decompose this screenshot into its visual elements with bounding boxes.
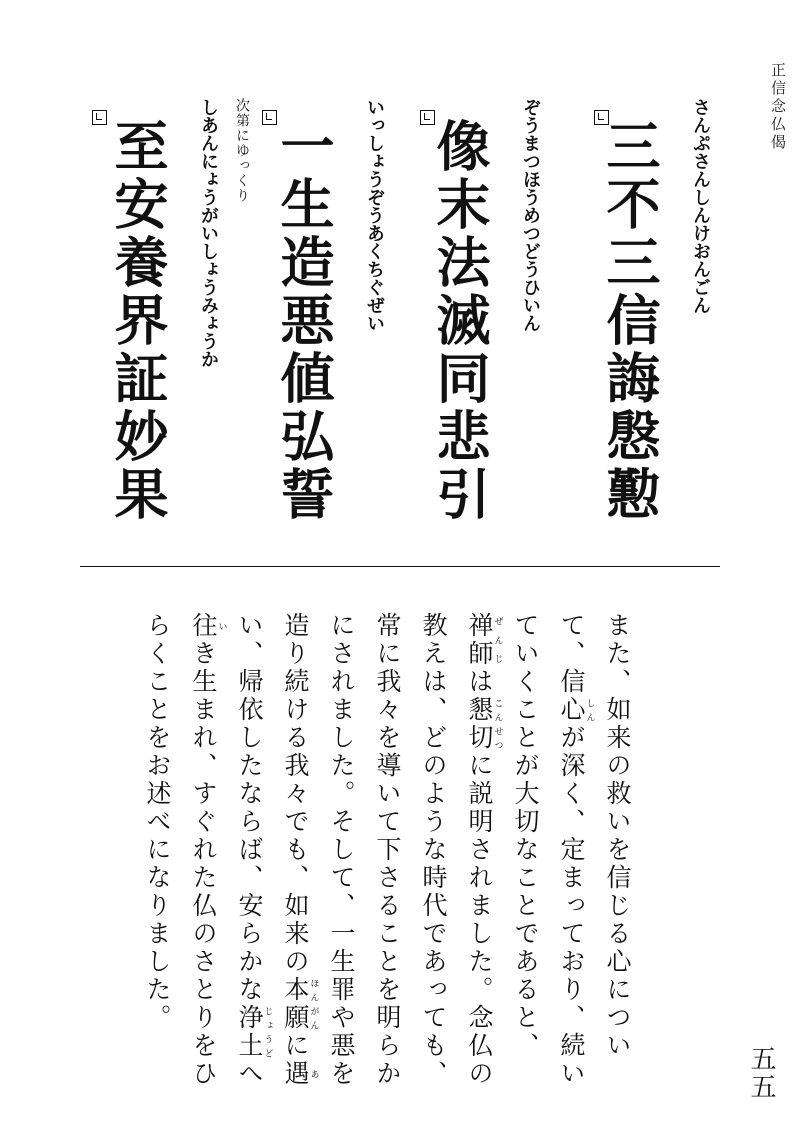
furigana-shin <box>557 696 595 724</box>
furigana-hongan <box>281 976 319 1032</box>
ruby-reading: じょうど <box>262 1004 273 1060</box>
ruby-reading: い <box>216 612 227 640</box>
verse-line-4 <box>104 98 224 538</box>
commentary-run: き生まれ、すぐれた仏のさとりをひらくことをお述べになりました。 <box>143 612 218 1088</box>
furigana-zenji <box>465 612 503 668</box>
commentary-run: は <box>465 668 494 696</box>
verse-text: 一生造悪値弘誓 <box>272 118 335 524</box>
ruby-reading: ぜんじ <box>492 612 503 668</box>
commentary-run: が深く、定まっており、続いていくことが大切なことであると、 <box>511 612 586 1088</box>
commentary-run: へ <box>235 1060 264 1088</box>
section-divider <box>80 566 720 567</box>
ruby-reading: あ <box>308 1060 319 1088</box>
commentary-run: に説明されました。念仏の教えは、どのような時代であっても、常に我々を導いて下さることを明らかにされました。そして、一生罪や悪を造り続ける我々でも、如来の <box>281 612 494 1088</box>
chanting-instruction: 次第にゆっくり <box>234 98 250 203</box>
verse-reading: いっしょうぞうあくちぐぜい <box>364 98 385 332</box>
ruby-base: 浄土 <box>235 1004 264 1060</box>
verse-line-2 <box>426 98 546 538</box>
commentary-run: に <box>281 1032 310 1060</box>
verse-text: 像末法滅同悲引 <box>428 118 491 524</box>
furigana-joudo <box>235 1004 273 1060</box>
ruby-base: 禅師 <box>465 612 494 668</box>
ruby-base: 心 <box>557 696 586 724</box>
verse-line-1 <box>596 98 716 538</box>
commentary-paragraph <box>134 612 640 1092</box>
ruby-reading: ほんがん <box>308 976 319 1032</box>
ruby-base: 本願 <box>281 976 310 1032</box>
furigana-konsetsu <box>465 696 503 752</box>
page-number: 五五 <box>746 1045 776 1101</box>
ruby-reading: こんせつ <box>492 696 503 752</box>
verse-line-3 <box>270 98 390 538</box>
verse-reading: ぞうまつほうめつどうひいん <box>520 98 541 332</box>
furigana-au <box>281 1060 319 1088</box>
furigana-iki <box>189 612 227 640</box>
verse-text: 至安養界証妙果 <box>106 118 169 524</box>
verse-reading: しあんにょうがいしょうみょうか <box>198 98 219 368</box>
ruby-base: 往 <box>189 612 218 640</box>
ruby-base: 遇 <box>281 1060 310 1088</box>
commentary-run: い、帰依したならば、安らかな <box>235 612 264 1004</box>
verse-reading: さんぷさんしんけおんごん <box>690 98 711 314</box>
commentary-run: また、如来の救いを信じる心について、信 <box>557 612 632 1060</box>
commentary-text <box>143 612 640 1092</box>
ruby-base: 懇切 <box>465 696 494 752</box>
ruby-reading: しん <box>584 696 595 724</box>
verse-text: 三不三信誨慇懃 <box>598 118 661 524</box>
running-head: 正信念仏偈 <box>769 62 787 152</box>
